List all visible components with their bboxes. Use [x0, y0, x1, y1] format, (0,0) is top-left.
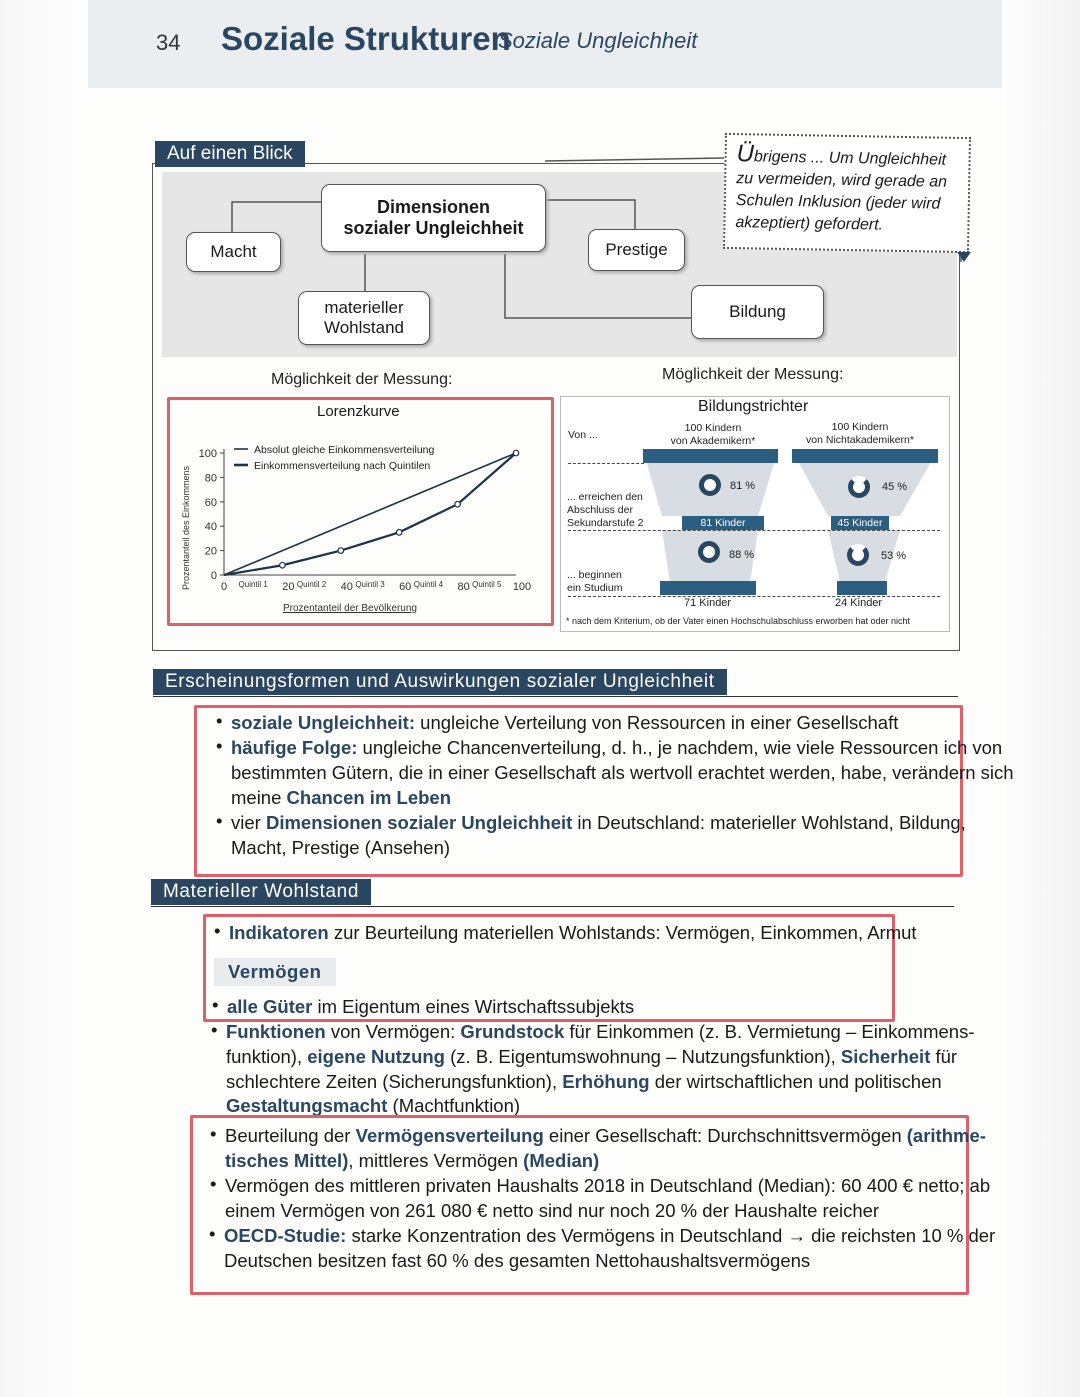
quintile-label: Quintil 2 — [296, 580, 327, 589]
x-tick-label: 100 — [512, 581, 532, 593]
page-title: Soziale Strukturen — [221, 20, 511, 57]
ring-a2-icon — [698, 541, 720, 563]
pct-n2: 53 % — [881, 550, 907, 562]
y-tick-label: 0 — [210, 570, 217, 582]
s1-b3-line2: Macht, Prestige (Ansehen) — [231, 837, 451, 858]
note-arrow-icon — [955, 250, 973, 264]
bullet-3: • — [216, 810, 223, 831]
funnel-title: Bildungstrichter — [698, 398, 809, 415]
funnel-beginnen: ... beginnen ein Studium — [567, 569, 623, 594]
s2-oecd-l2: Deutschen besitzen fast 60 % des gesamten Nettohaushaltsvermögens — [224, 1250, 811, 1271]
quintile-label: Quintil 1 — [238, 580, 268, 589]
pct-a2: 88 % — [729, 549, 755, 561]
funnel-bar-a: 81 Kinder — [682, 516, 764, 530]
overview-tag: Auf einen Blick — [155, 141, 305, 167]
note-uebrigens: Übrigens ... Um Ungleichheit zu vermeiden, wird gerade an Schulen Inklusion (jeder wird akzeptiert) gefordert. — [723, 133, 971, 253]
section2-rule — [151, 906, 954, 907]
x-tick-label: 0 — [220, 581, 228, 593]
s2-funktionen-l3: schlechtere Zeiten (Sicherungsfunktion), Erhöhung der wirtschaftlichen und politischen — [226, 1071, 942, 1092]
s2-median: Vermögen des mittleren privaten Haushalts 2018 in Deutschland (Median): 60 400 € netto; ab — [225, 1175, 991, 1196]
pct-a1: 81 % — [730, 480, 756, 492]
s2-funktionen-l4: Gestaltungsmacht (Machtfunktion) — [226, 1095, 521, 1116]
node-materieller-wohlstand: materieller Wohlstand — [298, 291, 430, 345]
vermoegen-subhead: Vermögen — [214, 958, 336, 986]
funnel-dash-2 — [568, 530, 940, 531]
funnel-end-a: 71 Kinder — [684, 597, 732, 609]
funnel-bar-n: 45 Kinder — [831, 516, 889, 530]
node-bildung: Bildung — [691, 285, 824, 339]
y-tick-label: 20 — [204, 545, 217, 558]
s1-b2-line2: bestimmten Gütern, die in einer Gesellschaft als wertvoll erachtet werden, habe, verändern sich — [231, 762, 1014, 783]
quintile-label: Quintil 4 — [413, 580, 444, 589]
y-tick-label: 40 — [204, 521, 217, 534]
bullet-8: • — [210, 1173, 217, 1194]
funnel-end-n: 24 Kinder — [835, 597, 883, 609]
funnel-dash-1 — [568, 463, 644, 464]
section1-title: Erscheinungsformen und Auswirkungen sozialer Ungleichheit — [153, 669, 727, 695]
ring-n2-icon — [847, 544, 869, 566]
measure-label-right: Möglichkeit der Messung: — [662, 366, 844, 383]
s2-beurteilung-l2: tisches Mittel), mittleres Vermögen (Median) — [225, 1150, 600, 1171]
bullet-2: • — [216, 735, 223, 756]
chart-title: Lorenzkurve — [317, 403, 400, 420]
y-axis-label: Prozentanteil des Einkommens — [181, 465, 191, 591]
section2-title: Materieller Wohlstand — [151, 879, 371, 905]
page-number: 34 — [156, 30, 181, 55]
ring-a1-icon — [699, 474, 721, 496]
s2-funktionen-l2: funktion), eigene Nutzung (z. B. Eigentumswohnung – Nutzungsfunktion), Sicherheit für — [226, 1046, 958, 1067]
lorenz-chart — [172, 402, 546, 617]
pct-n1: 45 % — [882, 481, 908, 493]
y-tick-label: 80 — [204, 472, 217, 485]
s1-b2-line3: meine Chancen im Leben — [231, 787, 452, 808]
legend-quintile: Einkommensverteilung nach Quintilen — [254, 460, 431, 472]
node-macht: Macht — [186, 232, 281, 272]
x-tick-label: 20 — [282, 581, 295, 593]
funnel-akademiker-label: 100 Kindern von Akademikern* — [670, 422, 756, 447]
s2-oecd: OECD-Studie: starke Konzentration des Vermögens in Deutschland → die reichsten 10 % der — [224, 1225, 996, 1246]
s2-alle-gueter: alle Güter im Eigentum eines Wirtschaftssubjekts — [227, 996, 635, 1017]
bullet-6: • — [211, 1019, 218, 1040]
y-tick-label: 60 — [204, 496, 217, 509]
measure-label-left: Möglichkeit der Messung: — [271, 371, 453, 388]
s2-beurteilung: Beurteilung der Vermögensverteilung einer Gesellschaft: Durchschnittsvermögen (arithme- — [225, 1125, 986, 1146]
lorenz-point — [513, 450, 519, 456]
node-prestige: Prestige — [588, 229, 685, 271]
s1-b3: vier Dimensionen sozialer Ungleichheit in Deutschland: materieller Wohlstand, Bildung, — [231, 812, 966, 833]
x-tick-label: 60 — [399, 581, 412, 593]
quintile-label: Quintil 5 — [472, 580, 502, 589]
lorenz-point — [338, 548, 344, 554]
page-subtitle: Soziale Ungleichheit — [498, 28, 698, 53]
bullet-4: • — [214, 920, 221, 941]
lorenz-point — [396, 530, 402, 536]
legend-equality: Absolut gleiche Einkommensverteilung — [254, 444, 435, 456]
funnel-footnote: * nach dem Kriterium, ob der Vater einen Hochschulabschluss erworben hat oder nicht — [566, 616, 911, 626]
bullet-7: • — [210, 1123, 217, 1144]
bullet-5: • — [212, 994, 219, 1015]
lorenz-point — [280, 562, 286, 568]
funnel-von: Von ... — [568, 429, 598, 441]
bullet-9: • — [209, 1223, 216, 1244]
funnel-nichtakademiker-label: 100 Kindern von Nichtakademikern* — [806, 421, 914, 446]
ring-n1-icon — [848, 476, 870, 498]
s1-b1: soziale Ungleichheit: ungleiche Verteilung von Ressourcen in einer Gesellschaft — [231, 712, 899, 733]
bullet-1: • — [216, 710, 223, 731]
x-axis-label: Prozentanteil der Bevölkerung — [283, 603, 417, 614]
x-tick-label: 80 — [457, 581, 470, 593]
quintile-label: Quintil 3 — [355, 580, 385, 589]
x-tick-label: 40 — [340, 581, 353, 593]
s1-b2: häufige Folge: ungleiche Chancenverteilung, d. h., je nachdem, wie viele Ressourcen ich von — [231, 737, 1003, 758]
funnel-dash-3 — [568, 596, 940, 597]
section1-rule — [153, 696, 958, 697]
s2-funktionen: Funktionen von Vermögen: Grundstock für Einkommen (z. B. Vermietung – Einkommens- — [226, 1021, 975, 1042]
y-tick-label: 100 — [198, 448, 217, 460]
s2-median-l2: einem Vermögen von 261 080 € netto sind nur noch 20 % der Haushalte reicher — [225, 1200, 880, 1221]
lorenz-point — [455, 501, 461, 507]
funnel-erreichen: ... erreichen den Abschluss der Sekundarstufe 2 — [567, 491, 644, 529]
s2-indikatoren: Indikatoren zur Beurteilung materiellen Wohlstands: Vermögen, Einkommen, Armut — [229, 922, 917, 943]
node-dimensionen: Dimensionen sozialer Ungleichheit — [321, 184, 546, 252]
